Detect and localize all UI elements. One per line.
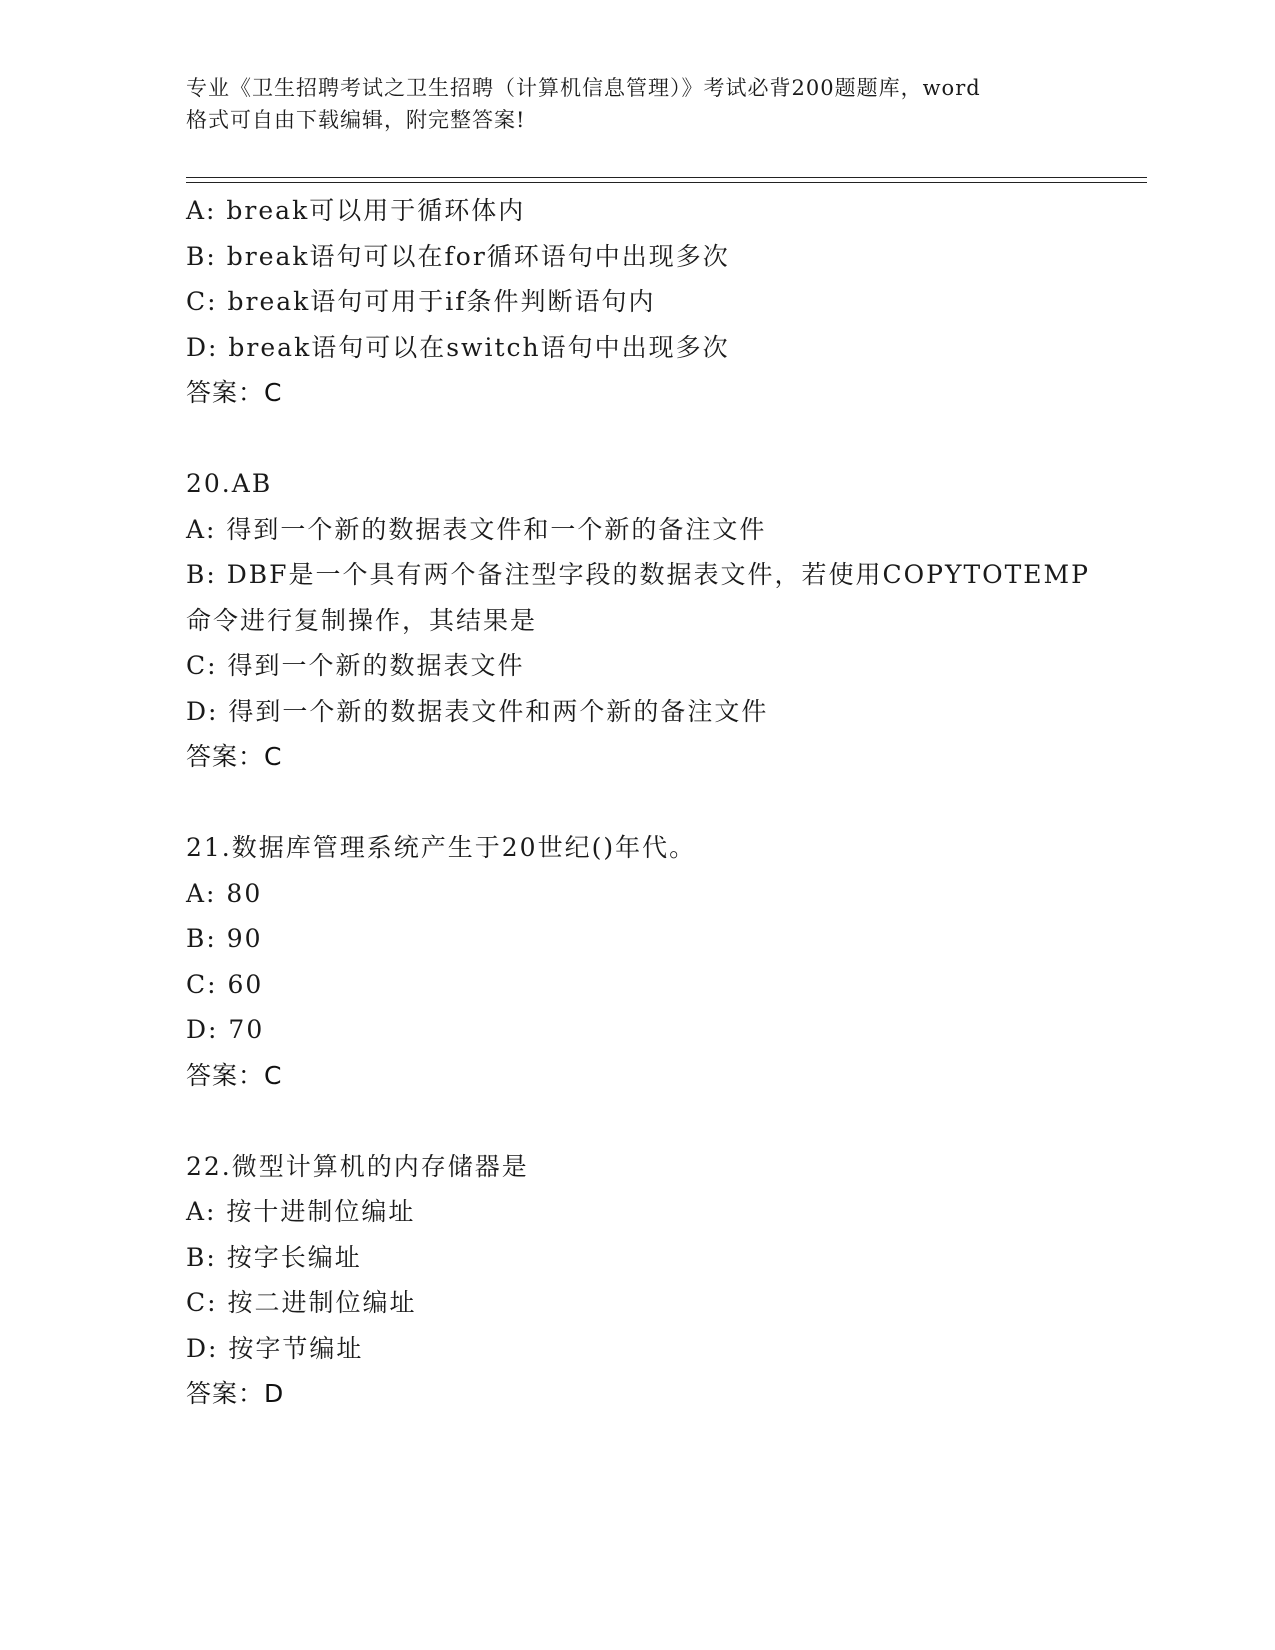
header-line-2: 格式可自由下载编辑，附完整答案! bbox=[186, 108, 526, 132]
question-19-block bbox=[186, 188, 1147, 416]
header-divider-bottom bbox=[186, 182, 1147, 183]
question-20-block bbox=[186, 461, 1147, 780]
option-b-line-2: 命令进行复制操作，其结果是 bbox=[186, 605, 538, 635]
answer: 答案：C bbox=[186, 742, 283, 771]
option-b: B: break语句可以在for循环语句中出现多次 bbox=[186, 241, 730, 271]
option-a: A: 80 bbox=[186, 878, 263, 908]
option-d: D: 按字节编址 bbox=[186, 1333, 364, 1363]
question-22-block bbox=[186, 1144, 1147, 1417]
spacer bbox=[186, 780, 1147, 826]
spacer bbox=[186, 1098, 1147, 1144]
question-title: 20.AB bbox=[186, 469, 273, 498]
option-d: D: 70 bbox=[186, 1015, 265, 1044]
option-c: C: 60 bbox=[186, 969, 264, 999]
option-d: D: break语句可以在switch语句中出现多次 bbox=[186, 332, 730, 362]
header-line-1: 专业《卫生招聘考试之卫生招聘（计算机信息管理）》考试必背200题题库，word bbox=[186, 76, 981, 100]
header-divider-top bbox=[186, 177, 1147, 178]
document-header bbox=[186, 72, 1086, 136]
option-d: D: 得到一个新的数据表文件和两个新的备注文件 bbox=[186, 696, 769, 726]
question-21-block bbox=[186, 825, 1147, 1098]
question-title: 22.微型计算机的内存储器是 bbox=[186, 1151, 529, 1181]
question-title: 21.数据库管理系统产生于20世纪()年代。 bbox=[186, 833, 697, 862]
spacer bbox=[186, 416, 1147, 462]
option-b: B: 90 bbox=[186, 924, 263, 953]
option-c: C: 按二进制位编址 bbox=[186, 1288, 417, 1317]
option-c: C: 得到一个新的数据表文件 bbox=[186, 651, 525, 680]
option-a: A: 得到一个新的数据表文件和一个新的备注文件 bbox=[186, 514, 767, 544]
question-list bbox=[186, 188, 1147, 1417]
option-b: B: 按字长编址 bbox=[186, 1242, 362, 1272]
option-a: A: 按十进制位编址 bbox=[186, 1197, 416, 1226]
option-b-line-1: B: DBF是一个具有两个备注型字段的数据表文件，若使用COPYTOTEMP bbox=[186, 560, 1090, 589]
answer: 答案：D bbox=[186, 1379, 285, 1408]
option-c: C: break语句可用于if条件判断语句内 bbox=[186, 287, 656, 316]
answer: 答案：C bbox=[186, 1060, 283, 1090]
option-a: A: break可以用于循环体内 bbox=[186, 196, 526, 225]
answer: 答案：C bbox=[186, 378, 283, 407]
